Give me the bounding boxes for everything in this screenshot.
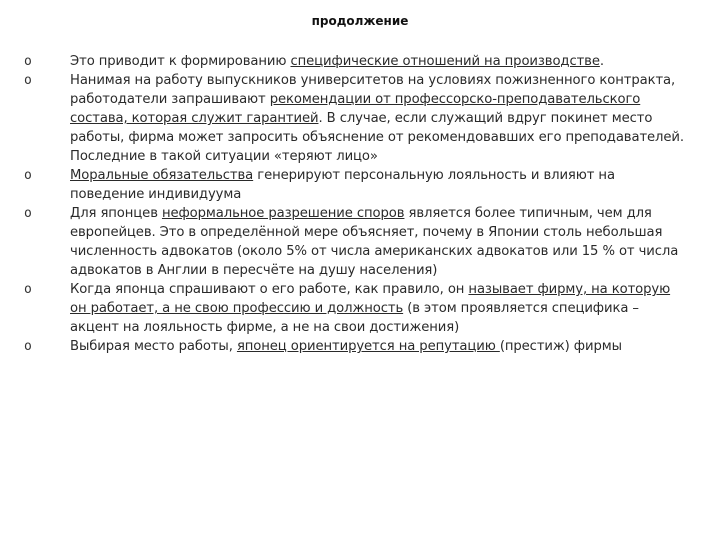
bullet-text: . В случае, если служащий вдруг покинет место работы, фирма может запросить объяснение от рекомендовавших его преподавателей. Последние в такой ситуации «теряют лицо» xyxy=(70,111,684,164)
bullet-item xyxy=(24,337,684,356)
bullet-marker-icon: o xyxy=(24,168,32,183)
bullet-list xyxy=(24,52,684,356)
bullet-text: генерируют персональную лояльность и влияют на поведение индивидуума xyxy=(70,168,615,202)
bullet-text: Когда японца спрашивают о его работе, как правило, он xyxy=(70,282,469,297)
underlined-text: японец ориентируется на репутацию xyxy=(236,339,500,354)
bullet-text: Нанимая на работу выпускников университетов на условиях пожизненного контракта, работодатели запрашивают xyxy=(70,73,676,107)
bullet-item xyxy=(24,280,684,337)
bullet-marker-icon: o xyxy=(24,339,32,354)
underlined-text: называет фирму, на которую он работает, а не свою профессию и должность xyxy=(70,282,671,316)
bullet-text: Выбирая место работы, xyxy=(70,339,237,354)
bullet-text: (в этом проявляется специфика – акцент на лояльность фирме, а не на свои достижения) xyxy=(70,301,639,335)
bullet-marker-icon: o xyxy=(24,206,32,221)
underlined-text: неформальное разрешение споров xyxy=(161,206,405,221)
bullet-marker-icon: o xyxy=(24,282,32,297)
bullet-item xyxy=(24,71,684,166)
bullet-text: является более типичным, чем для европейцев. Это в определённой мере объясняет, почему в Японии столь небольшая численность адвокатов (около 5% от числа американских адвокатов или 15 % от числа адвокатов в Англии в пересчёте на душу населения) xyxy=(70,206,679,278)
bullet-text: (престиж) фирмы xyxy=(499,339,622,354)
underlined-text: Моральные обязательства xyxy=(70,168,254,183)
bullet-item xyxy=(24,52,684,71)
slide-title: продолжение xyxy=(311,14,409,28)
bullet-text: Для японцев xyxy=(70,206,162,221)
underlined-text: рекомендации от профессорско-преподавательского состава, которая служит гарантией xyxy=(70,92,641,126)
bullet-item xyxy=(24,166,684,204)
bullet-text: . xyxy=(599,54,604,69)
bullet-text: Это приводит к формированию xyxy=(70,54,291,69)
underlined-text: специфические отношений на производстве xyxy=(290,54,600,69)
bullet-marker-icon: o xyxy=(24,73,32,88)
bullet-marker-icon: o xyxy=(24,54,32,69)
bullet-item xyxy=(24,204,684,280)
